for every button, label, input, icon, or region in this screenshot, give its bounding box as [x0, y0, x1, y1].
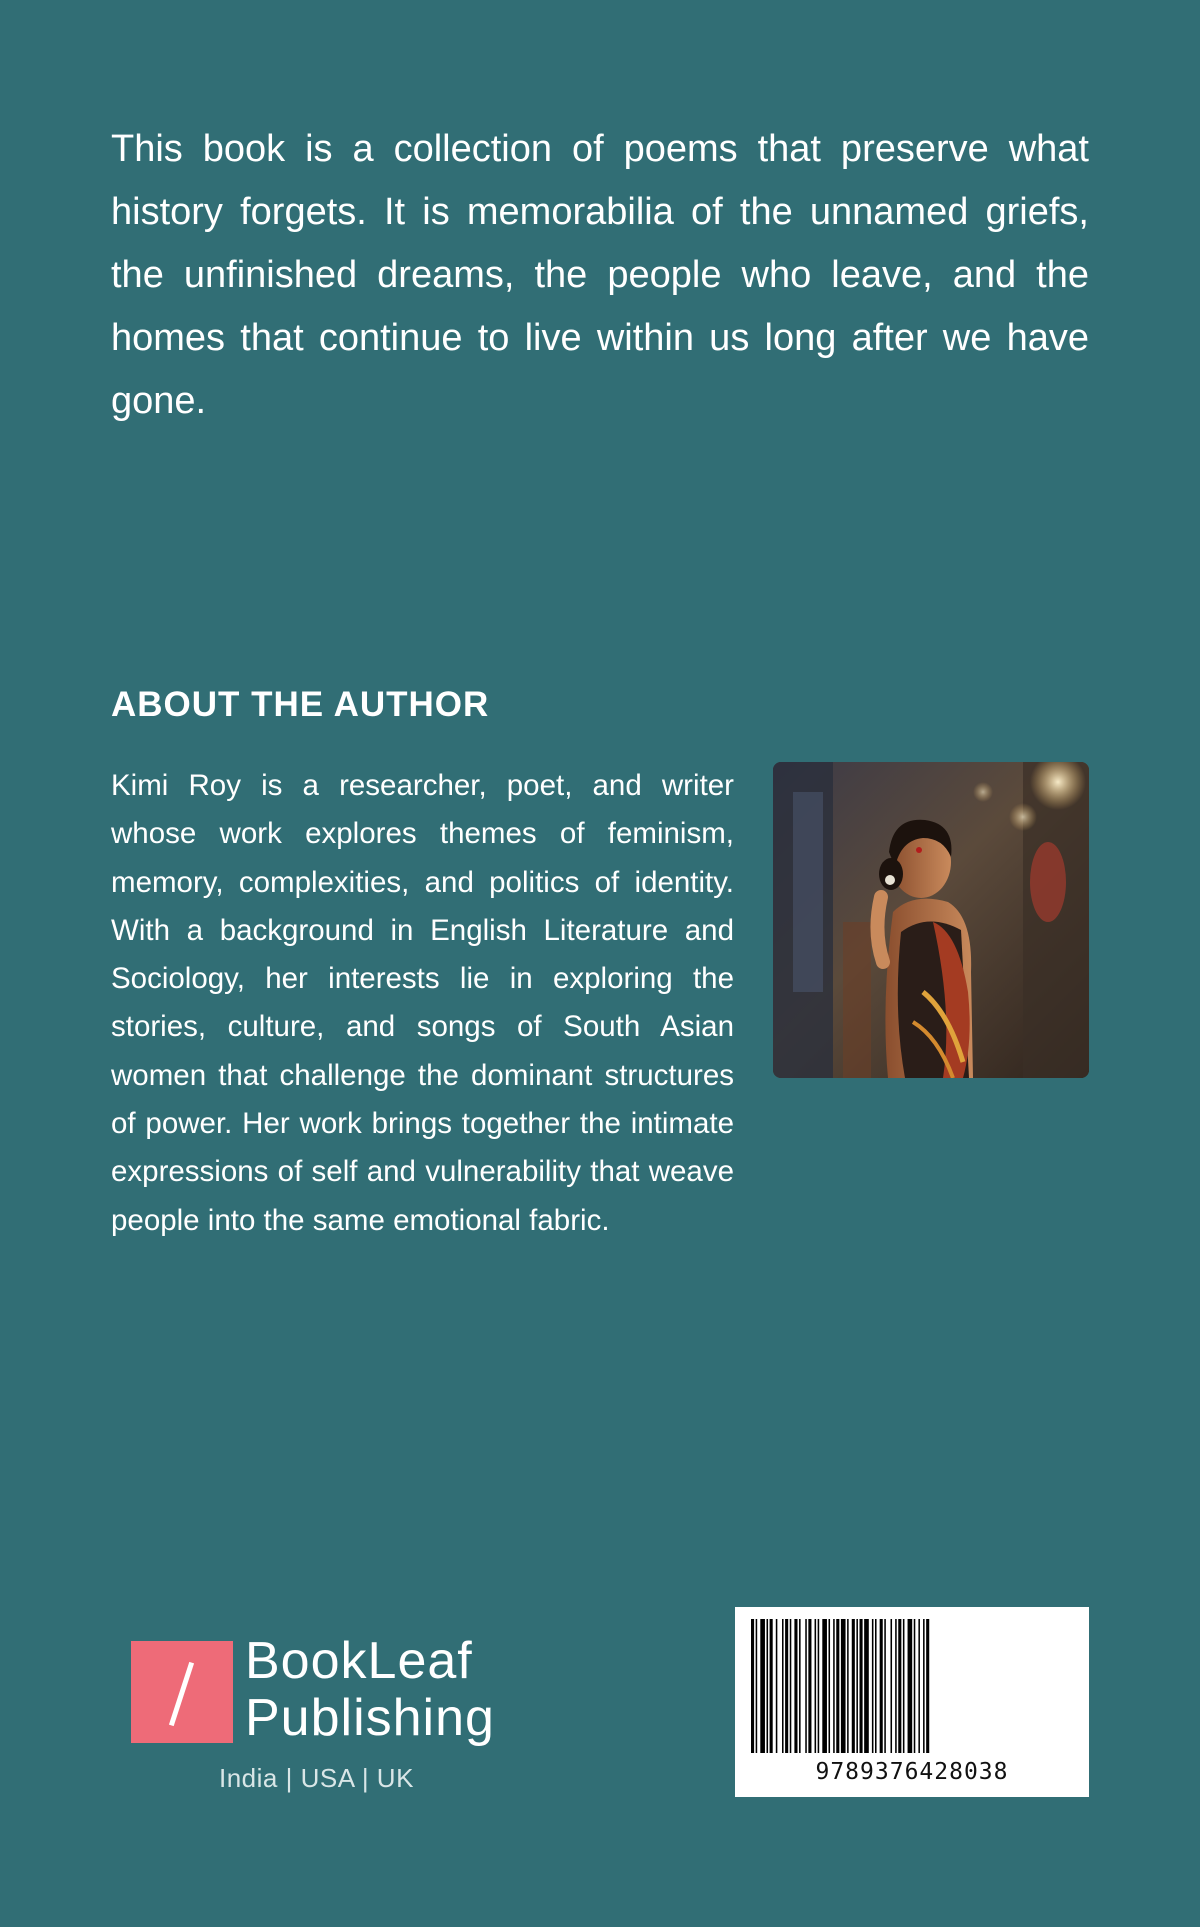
barcode-bar: [829, 1619, 831, 1753]
isbn-number: 9789376428038: [815, 1759, 1009, 1785]
publisher-name-line2: Publishing: [245, 1689, 495, 1747]
author-bio: Kimi Roy is a researcher, poet, and writer whose work explores themes of feminism, memory, complexities, and politics of identity. With a background in English Literature and Sociology, her interests lie in exploring the stories, culture, and songs of South Asian women that challenge the dominant structures of power. Her work brings together the intimate expressions of self and vulnerability that weave people into the same emotional fabric.: [111, 769, 734, 1237]
publisher-regions: India | USA | UK: [219, 1763, 414, 1793]
barcode-bar: [808, 1619, 811, 1753]
barcode-bar: [776, 1619, 778, 1753]
barcode-bar: [864, 1619, 869, 1753]
barcode-bar: [756, 1619, 758, 1753]
barcode-bar: [847, 1619, 849, 1753]
barcode-bar: [908, 1619, 913, 1753]
barcode-bars: [749, 1619, 1075, 1753]
barcode-bar: [872, 1619, 874, 1753]
barcode-bar: [875, 1619, 877, 1753]
barcode-bar: [884, 1619, 886, 1753]
isbn-barcode: [735, 1607, 1089, 1797]
barcode-bar: [770, 1619, 773, 1753]
slash-icon: [169, 1662, 194, 1726]
barcode-bar: [782, 1619, 784, 1753]
publisher-name-line1: BookLeaf: [245, 1632, 473, 1690]
barcode-bar: [926, 1619, 929, 1753]
barcode-bar: [805, 1619, 807, 1753]
barcode-bar: [898, 1619, 901, 1753]
publisher-logo: [131, 1632, 531, 1798]
author-photo: [773, 762, 1089, 1078]
barcode-bar: [891, 1619, 893, 1753]
barcode-bar: [836, 1619, 839, 1753]
book-blurb: This book is a collection of poems that preserve what history forgets. It is memorabilia of the unnamed griefs, the unfinished dreams, the people who leave, and the homes that continue to live within us long after we have gone.: [111, 128, 1089, 422]
barcode-bar: [914, 1619, 916, 1753]
logo-mark: [131, 1641, 233, 1743]
barcode-bar: [833, 1619, 835, 1753]
barcode-bar: [790, 1619, 792, 1753]
barcode-bar: [818, 1619, 820, 1753]
barcode-bar: [895, 1619, 897, 1753]
barcode-bar: [923, 1619, 925, 1753]
barcode-bar: [918, 1619, 920, 1753]
barcode-bar: [815, 1619, 817, 1753]
barcode-bar: [822, 1619, 827, 1753]
barcode-bar: [751, 1619, 754, 1753]
barcode-bar: [760, 1619, 765, 1753]
barcode-bar: [767, 1619, 769, 1753]
barcode-bar: [880, 1619, 883, 1753]
about-author-heading: ABOUT THE AUTHOR: [111, 685, 490, 724]
barcode-bar: [852, 1619, 855, 1753]
barcode-bar: [794, 1619, 797, 1753]
barcode-bar: [841, 1619, 846, 1753]
barcode-bar: [799, 1619, 801, 1753]
barcode-bar: [860, 1619, 863, 1753]
barcode-bar: [785, 1619, 788, 1753]
barcode-bar: [903, 1619, 905, 1753]
barcode-bar: [856, 1619, 858, 1753]
